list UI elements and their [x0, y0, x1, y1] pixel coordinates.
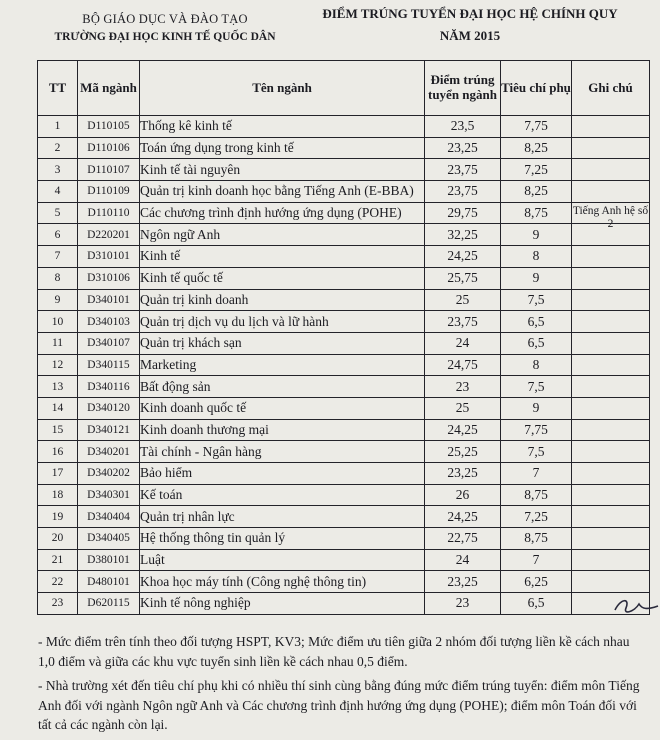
program-name: Kinh tế — [140, 246, 425, 268]
admission-score: 23,5 — [425, 116, 501, 138]
row-number: 19 — [38, 506, 78, 528]
secondary-criterion: 6,5 — [501, 311, 572, 333]
table-row — [38, 159, 650, 181]
table-row — [38, 246, 650, 268]
program-code: D110109 — [78, 181, 140, 203]
note-english-weight: Tiếng Anh hệ số 2 — [572, 204, 649, 230]
row-number: 13 — [38, 376, 78, 398]
note-cell — [572, 528, 650, 550]
row-number: 18 — [38, 484, 78, 506]
column-header-criteria: Tiêu chí phụ — [501, 61, 572, 116]
row-number: 9 — [38, 289, 78, 311]
table-row — [38, 202, 650, 224]
row-number: 1 — [38, 116, 78, 138]
table-row — [38, 397, 650, 419]
table-row — [38, 484, 650, 506]
note-cell — [572, 549, 650, 571]
program-name: Luật — [140, 549, 425, 571]
table-row — [38, 571, 650, 593]
program-code: D340101 — [78, 289, 140, 311]
note-cell — [572, 397, 650, 419]
row-number: 17 — [38, 463, 78, 485]
program-code: D340301 — [78, 484, 140, 506]
table-header-row — [38, 61, 650, 116]
program-code: D110106 — [78, 137, 140, 159]
program-code: D110105 — [78, 116, 140, 138]
footnote-priority: - Mức điểm trên tính theo đối tượng HSPT, KV3; Mức điểm ưu tiên giữa 2 nhóm đối tượng liền kề cách nhau 1,0 điểm và giữa các khu vực tuyển sinh liền kề cách nhau 0,5 điểm. — [38, 634, 630, 669]
admission-score: 26 — [425, 484, 501, 506]
program-name: Khoa học máy tính (Công nghệ thông tin) — [140, 571, 425, 593]
row-number: 21 — [38, 549, 78, 571]
note-cell — [572, 267, 650, 289]
secondary-criterion: 8,25 — [501, 137, 572, 159]
note-cell — [572, 289, 650, 311]
program-name: Bất động sản — [140, 376, 425, 398]
row-number: 14 — [38, 397, 78, 419]
admission-score: 24,75 — [425, 354, 501, 376]
admission-score: 23,25 — [425, 571, 501, 593]
row-number: 15 — [38, 419, 78, 441]
program-code: D310106 — [78, 267, 140, 289]
admission-score: 22,75 — [425, 528, 501, 550]
table-row — [38, 311, 650, 333]
secondary-criterion: 7,5 — [501, 289, 572, 311]
admission-score: 25 — [425, 397, 501, 419]
table-row — [38, 181, 650, 203]
admission-score: 24,25 — [425, 419, 501, 441]
secondary-criterion: 7,5 — [501, 441, 572, 463]
row-number: 12 — [38, 354, 78, 376]
program-name: Quản trị dịch vụ du lịch và lữ hành — [140, 311, 425, 333]
admission-score: 23,25 — [425, 137, 501, 159]
program-code: D340115 — [78, 354, 140, 376]
note-cell — [572, 419, 650, 441]
row-number: 3 — [38, 159, 78, 181]
document-title: ĐIỂM TRÚNG TUYỂN ĐẠI HỌC HỆ CHÍNH QUY — [322, 6, 618, 21]
note-cell — [572, 376, 650, 398]
program-code: D340404 — [78, 506, 140, 528]
secondary-criterion: 7 — [501, 549, 572, 571]
admission-score: 25,75 — [425, 267, 501, 289]
program-code: D340103 — [78, 311, 140, 333]
program-name: Kinh tế nông nghiệp — [140, 593, 425, 615]
note-cell — [572, 137, 650, 159]
column-header-name: Tên ngành — [140, 61, 425, 116]
program-name: Quản trị kinh doanh học bằng Tiếng Anh (E-BBA) — [140, 181, 425, 203]
program-code: D110107 — [78, 159, 140, 181]
note-cell — [572, 224, 650, 246]
program-code: D620115 — [78, 593, 140, 615]
program-name: Quản trị kinh doanh — [140, 289, 425, 311]
table-row — [38, 441, 650, 463]
program-name: Kinh doanh thương mại — [140, 419, 425, 441]
admission-score: 23,75 — [425, 159, 501, 181]
program-name: Quản trị nhân lực — [140, 506, 425, 528]
secondary-criterion: 8,75 — [501, 528, 572, 550]
program-name: Bảo hiểm — [140, 463, 425, 485]
note-cell — [572, 311, 650, 333]
admission-score: 24,25 — [425, 506, 501, 528]
admission-score: 25 — [425, 289, 501, 311]
secondary-criterion: 7,75 — [501, 419, 572, 441]
secondary-criterion: 9 — [501, 267, 572, 289]
row-number: 5 — [38, 202, 78, 224]
title-block — [300, 6, 640, 44]
note-cell — [572, 571, 650, 593]
secondary-criterion: 8 — [501, 246, 572, 268]
secondary-criterion: 7 — [501, 463, 572, 485]
program-code: D340107 — [78, 332, 140, 354]
secondary-criterion: 8,75 — [501, 484, 572, 506]
program-name: Kinh doanh quốc tế — [140, 397, 425, 419]
note-cell — [572, 159, 650, 181]
row-number: 2 — [38, 137, 78, 159]
secondary-criterion: 9 — [501, 224, 572, 246]
program-name: Kế toán — [140, 484, 425, 506]
secondary-criterion: 7,75 — [501, 116, 572, 138]
table-row — [38, 593, 650, 615]
table-row — [38, 549, 650, 571]
program-code: D380101 — [78, 549, 140, 571]
program-code: D480101 — [78, 571, 140, 593]
note-cell — [572, 332, 650, 354]
row-number: 8 — [38, 267, 78, 289]
program-name: Kinh tế quốc tế — [140, 267, 425, 289]
secondary-criterion: 6,5 — [501, 593, 572, 615]
table-row — [38, 332, 650, 354]
row-number: 10 — [38, 311, 78, 333]
row-number: 23 — [38, 593, 78, 615]
program-code: D340116 — [78, 376, 140, 398]
document-year: NĂM 2015 — [439, 28, 501, 43]
program-name: Marketing — [140, 354, 425, 376]
table-row — [38, 137, 650, 159]
program-name: Toán ứng dụng trong kinh tế — [140, 137, 425, 159]
secondary-criterion: 8 — [501, 354, 572, 376]
table-row — [38, 354, 650, 376]
admission-score: 24 — [425, 549, 501, 571]
note-cell — [572, 246, 650, 268]
admission-score: 23,25 — [425, 463, 501, 485]
program-code: D340120 — [78, 397, 140, 419]
table-row — [38, 116, 650, 138]
admission-score: 23 — [425, 593, 501, 615]
note-cell — [572, 506, 650, 528]
column-header-tt: TT — [38, 61, 78, 116]
admission-scores-table — [37, 60, 650, 615]
table-row — [38, 224, 650, 246]
program-code: D340201 — [78, 441, 140, 463]
table-row — [38, 463, 650, 485]
program-code: D110110 — [78, 202, 140, 224]
note-cell — [572, 463, 650, 485]
table-row — [38, 506, 650, 528]
footnotes — [38, 632, 646, 740]
secondary-criterion: 6,25 — [501, 571, 572, 593]
column-header-score: Điểm trúng tuyển ngành — [425, 61, 501, 116]
program-name: Hệ thống thông tin quản lý — [140, 528, 425, 550]
note-cell — [572, 354, 650, 376]
issuer-block — [40, 12, 290, 43]
program-name: Quản trị khách sạn — [140, 332, 425, 354]
table-row — [38, 289, 650, 311]
row-number: 7 — [38, 246, 78, 268]
secondary-criterion: 8,25 — [501, 181, 572, 203]
row-number: 16 — [38, 441, 78, 463]
admission-score: 32,25 — [425, 224, 501, 246]
note-cell — [572, 202, 650, 230]
note-cell — [572, 441, 650, 463]
table-row — [38, 376, 650, 398]
footnote-tiebreak: - Nhà trường xét đến tiêu chí phụ khi có nhiều thí sinh cùng bằng đúng mức điểm trúng tuyển: điểm môn Tiếng Anh đối với ngành Ngôn ngữ Anh và Các chương trình định hướng ứng dụng (POHE); điểm môn Toán đối với tất cả các ngành còn lại. — [38, 678, 640, 733]
program-code: D340121 — [78, 419, 140, 441]
admission-score: 23,75 — [425, 181, 501, 203]
row-number: 6 — [38, 224, 78, 246]
column-header-code: Mã ngành — [78, 61, 140, 116]
secondary-criterion: 8,75 — [501, 202, 572, 224]
program-code: D220201 — [78, 224, 140, 246]
program-name: Kinh tế tài nguyên — [140, 159, 425, 181]
secondary-criterion: 9 — [501, 397, 572, 419]
program-code: D340405 — [78, 528, 140, 550]
secondary-criterion: 7,5 — [501, 376, 572, 398]
row-number: 22 — [38, 571, 78, 593]
admission-score: 25,25 — [425, 441, 501, 463]
table-row — [38, 528, 650, 550]
admission-score: 23 — [425, 376, 501, 398]
signature-mark — [612, 594, 660, 620]
program-code: D310101 — [78, 246, 140, 268]
program-name: Các chương trình định hướng ứng dụng (POHE) — [140, 202, 425, 224]
secondary-criterion: 7,25 — [501, 159, 572, 181]
university-name: TRƯỜNG ĐẠI HỌC KINH TẾ QUỐC DÂN — [54, 31, 276, 43]
row-number: 20 — [38, 528, 78, 550]
program-name: Tài chính - Ngân hàng — [140, 441, 425, 463]
note-cell — [572, 116, 650, 138]
program-name: Thống kê kinh tế — [140, 116, 425, 138]
ministry-name: BỘ GIÁO DỤC VÀ ĐÀO TẠO — [82, 12, 248, 26]
table-row — [38, 267, 650, 289]
table-row — [38, 419, 650, 441]
row-number: 11 — [38, 332, 78, 354]
admission-score: 24,25 — [425, 246, 501, 268]
admission-score: 23,75 — [425, 311, 501, 333]
note-cell — [572, 484, 650, 506]
note-cell — [572, 181, 650, 203]
program-code: D340202 — [78, 463, 140, 485]
admission-score: 24 — [425, 332, 501, 354]
program-name: Ngôn ngữ Anh — [140, 224, 425, 246]
secondary-criterion: 7,25 — [501, 506, 572, 528]
row-number: 4 — [38, 181, 78, 203]
secondary-criterion: 6,5 — [501, 332, 572, 354]
column-header-note: Ghi chú — [572, 61, 650, 116]
admission-score: 29,75 — [425, 202, 501, 224]
